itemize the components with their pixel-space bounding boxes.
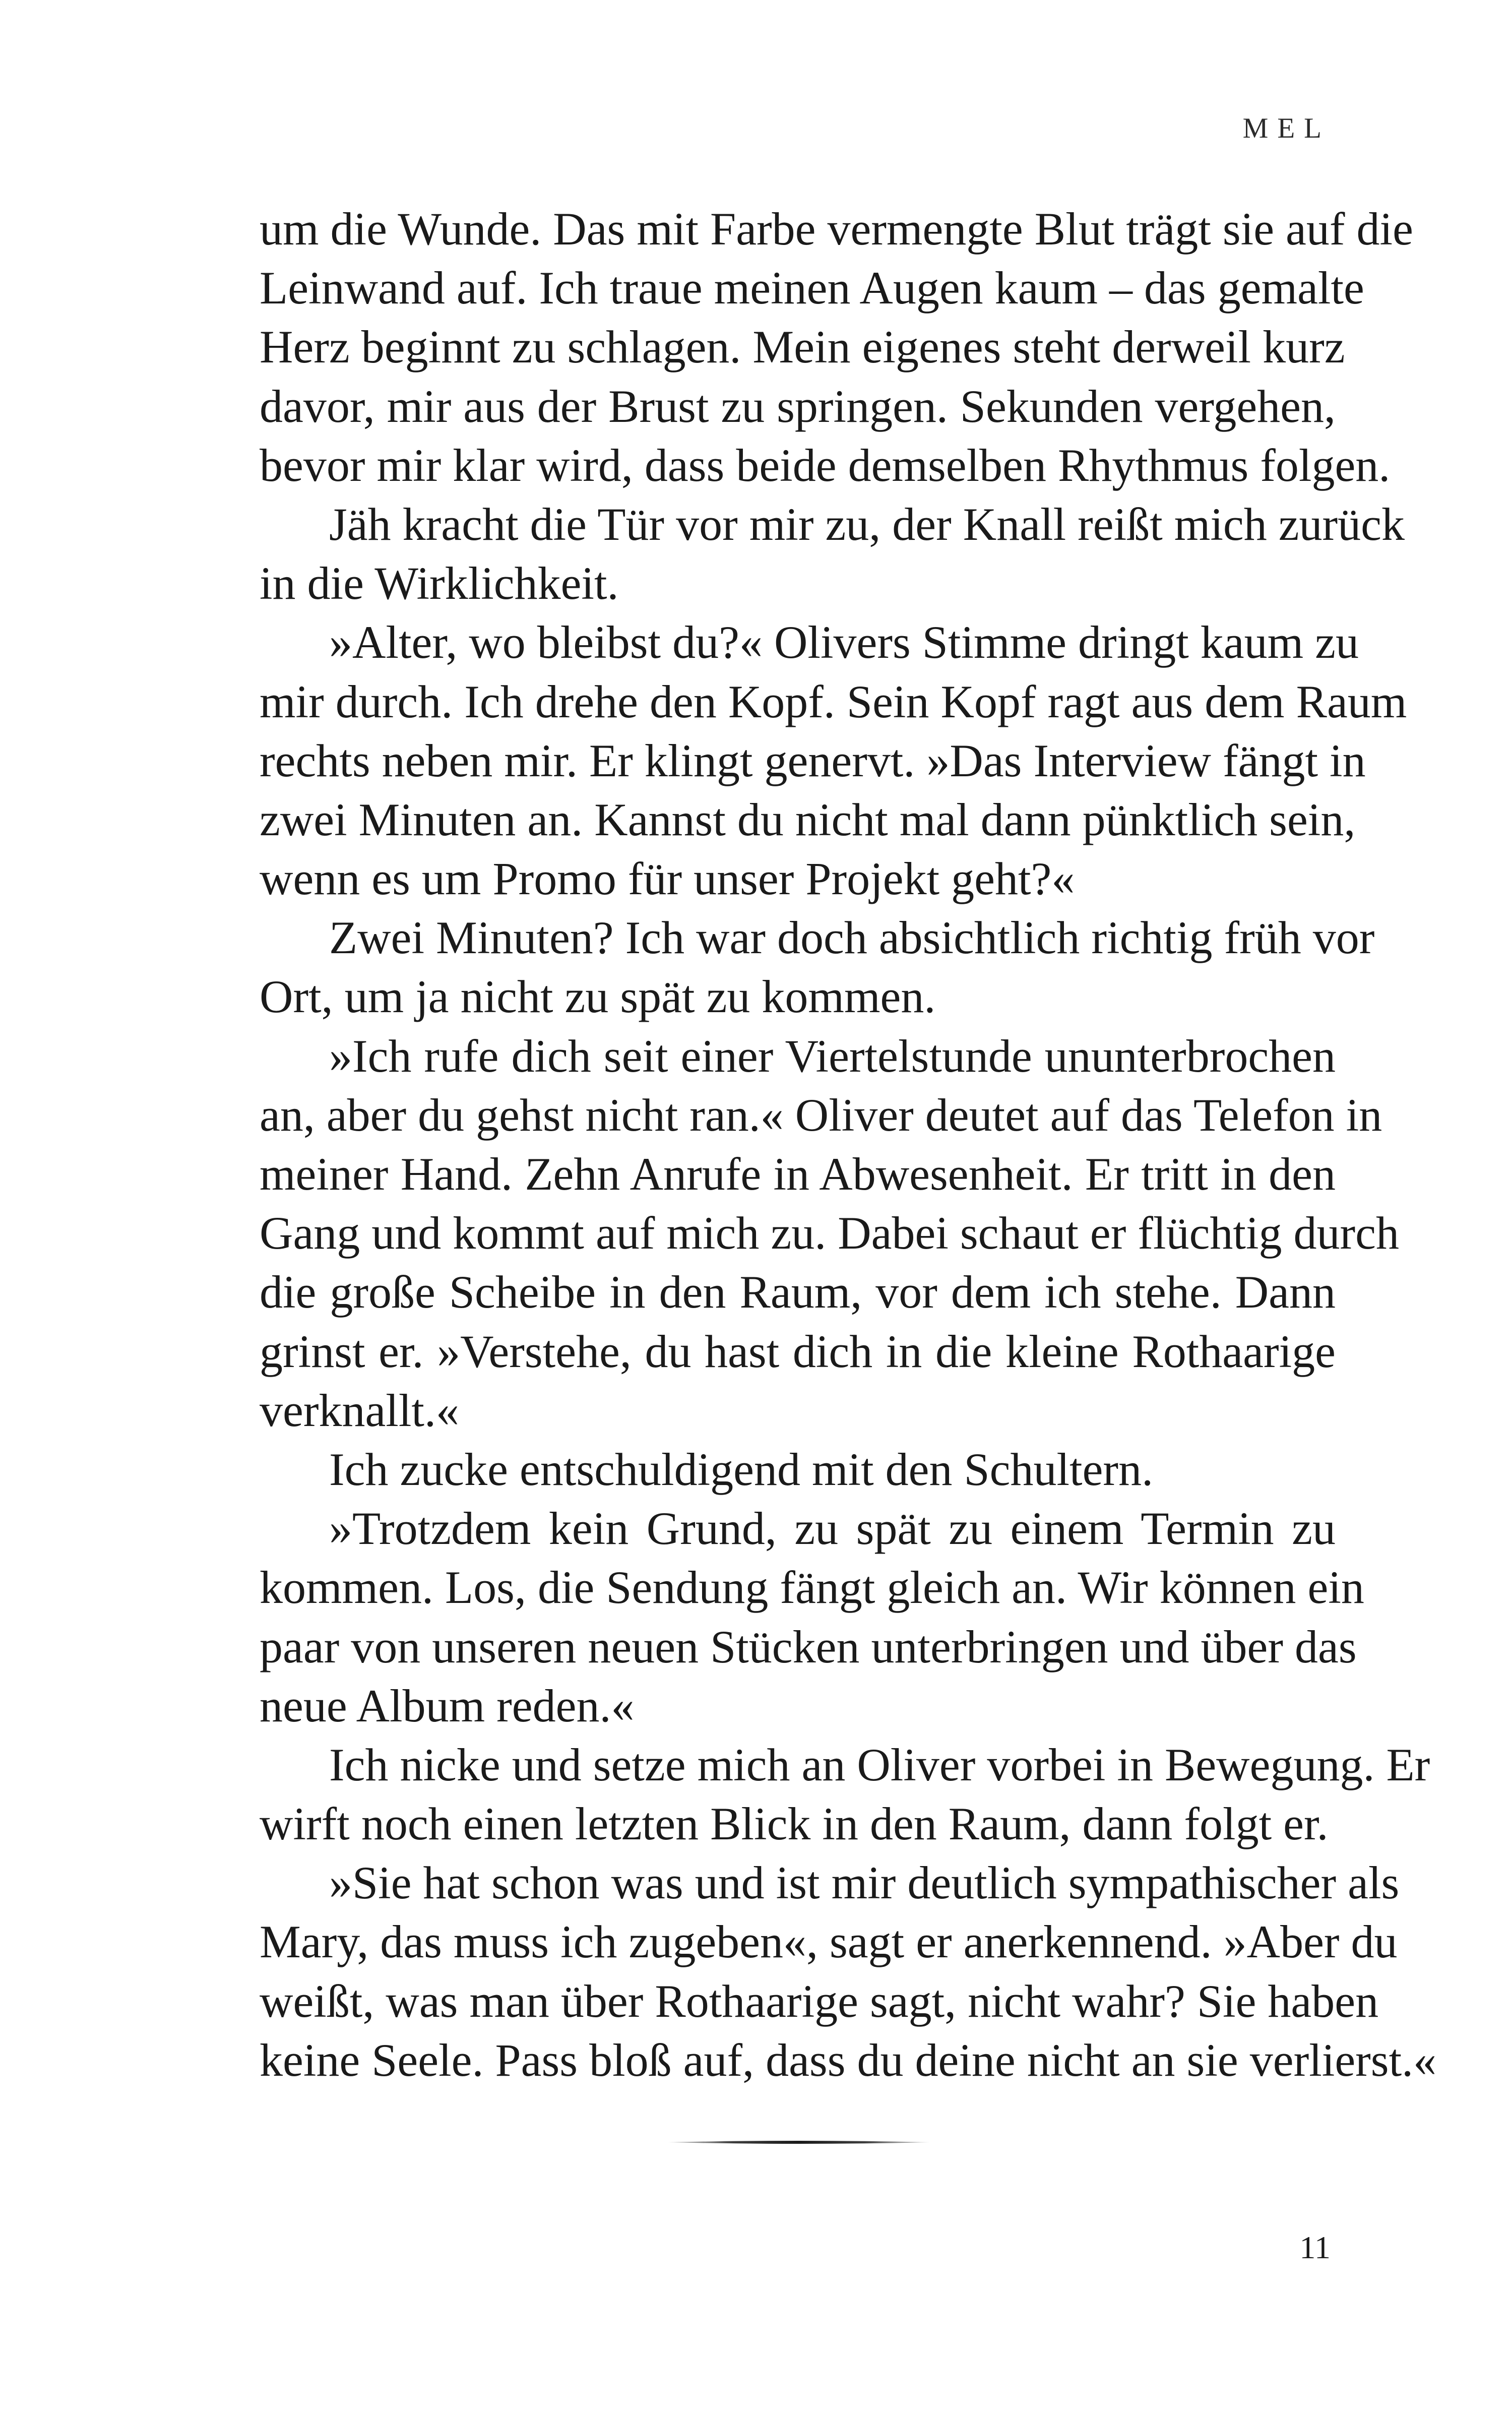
text-line: an, aber du gehst nicht ran.« Oliver deutet auf das Telefon in <box>260 1089 1382 1141</box>
text-line: »Ich rufe dich seit einer Viertelstunde ununterbrochen <box>329 1030 1336 1082</box>
text-line: die große Scheibe in den Raum, vor dem ich stehe. Dann <box>260 1266 1336 1318</box>
section-divider <box>668 2139 930 2146</box>
text-line: zwei Minuten an. Kannst du nicht mal dann pünktlich sein, <box>260 793 1356 845</box>
text-line: Gang und kommt auf mich zu. Dabei schaut er flüchtig durch <box>260 1207 1400 1259</box>
text-line: meiner Hand. Zehn Anrufe in Abwesenheit. Er tritt in den <box>260 1148 1336 1200</box>
text-line: »Trotzdem kein Grund, zu spät zu einem Termin zu <box>329 1503 1336 1555</box>
text-line: wirft noch einen letzten Blick in den Raum, dann folgt er. <box>260 1798 1329 1850</box>
running-head: MEL <box>1242 112 1331 144</box>
text-line: Jäh kracht die Tür vor mir zu, der Knall reißt mich zurück <box>329 498 1405 550</box>
text-line: paar von unseren neuen Stücken unterbringen und über das <box>260 1621 1357 1672</box>
text-line: Ort, um ja nicht zu spät zu kommen. <box>260 971 936 1023</box>
text-line: »Alter, wo bleibst du?« Olivers Stimme dringt kaum zu <box>329 616 1359 668</box>
text-line: in die Wirklichkeit. <box>260 557 619 609</box>
text-line: Herz beginnt zu schlagen. Mein eigenes steht derweil kurz <box>260 321 1345 373</box>
text-line: verknallt.« <box>260 1384 459 1436</box>
text-line: davor, mir aus der Brust zu springen. Sekunden vergehen, <box>260 380 1336 432</box>
text-line: mir durch. Ich drehe den Kopf. Sein Kopf ragt aus dem Raum <box>260 675 1407 727</box>
text-line: wenn es um Promo für unser Projekt geht?« <box>260 853 1075 905</box>
text-line: weißt, was man über Rothaarige sagt, nicht wahr? Sie haben <box>260 1975 1379 2027</box>
text-line: rechts neben mir. Er klingt genervt. »Das Interview fängt in <box>260 734 1366 786</box>
text-line: Mary, das muss ich zugeben«, sagt er anerkennend. »Aber du <box>260 1916 1398 1968</box>
text-line: Ich zucke entschuldigend mit den Schultern. <box>329 1443 1154 1495</box>
text-line: um die Wunde. Das mit Farbe vermengte Blut trägt sie auf die <box>260 203 1413 255</box>
text-line: Zwei Minuten? Ich war doch absichtlich richtig früh vor <box>329 912 1375 964</box>
text-line: Leinwand auf. Ich traue meinen Augen kaum – das gemalte <box>260 262 1364 314</box>
text-line: bevor mir klar wird, dass beide demselben Rhythmus folgen. <box>260 439 1391 491</box>
body-text <box>260 200 1437 2090</box>
text-line: keine Seele. Pass bloß auf, dass du deine nicht an sie verlierst.« <box>260 2034 1437 2086</box>
text-line: neue Album reden.« <box>260 1680 635 1731</box>
text-line: Ich nicke und setze mich an Oliver vorbei in Bewegung. Er <box>329 1739 1430 1790</box>
text-line: kommen. Los, die Sendung fängt gleich an. Wir können ein <box>260 1562 1364 1614</box>
text-line: grinst er. »Verstehe, du hast dich in die kleine Rothaarige <box>260 1325 1336 1377</box>
text-line: »Sie hat schon was und ist mir deutlich sympathischer als <box>329 1857 1400 1909</box>
page-number: 11 <box>1299 2229 1331 2265</box>
